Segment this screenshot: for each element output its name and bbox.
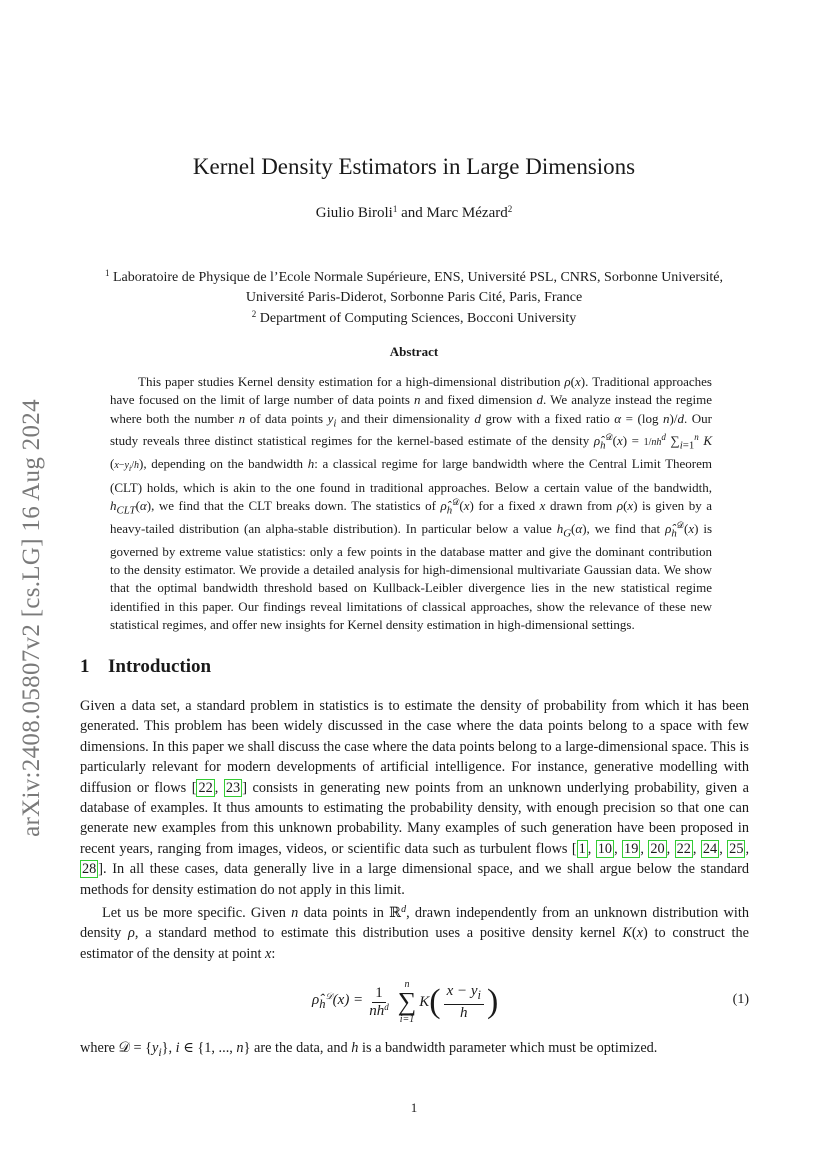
citation-link[interactable]: 28	[82, 861, 97, 878]
citation-link[interactable]: 10	[597, 840, 613, 857]
affiliation-mark: 1	[104, 268, 110, 278]
author-list	[0, 205, 828, 222]
affiliation-text: Department of Computing Sciences, Bocconi University	[259, 311, 577, 326]
equation-number: (1)	[732, 992, 749, 1007]
section-title: Introduction	[108, 656, 212, 677]
affiliation-mark: 2	[251, 309, 257, 319]
affiliation-1	[70, 268, 758, 308]
author-name: Marc Mézard	[426, 205, 508, 221]
paper-title: Kernel Density Estimators in Large Dimensions	[192, 154, 636, 179]
equation-body: $\rhô_h^𝒟(x)$ = $\frac{1}{nh^d}$ n ∑ i=1 K ( $\frac{x - y_i}{h}$ )	[312, 979, 499, 1025]
citation-link[interactable]: 24	[702, 840, 718, 857]
citation-link[interactable]: 22	[198, 779, 213, 796]
author-name: Giulio Biroli	[315, 205, 393, 221]
page-number: 1	[410, 1100, 418, 1115]
affiliation-text: Laboratoire de Physique de l’Ecole Normale Supérieure, ENS, Université PSL, CNRS, Sorbonne Université,	[112, 270, 724, 285]
affiliation-2	[70, 309, 758, 329]
affiliation-mark: 1	[392, 204, 398, 214]
citation-link[interactable]: 20	[650, 840, 665, 857]
citation-link[interactable]: 19	[624, 840, 639, 857]
definition-line: where 𝒟 = $\{y_i\}$, i ∈ {1, ..., n} are the data, and h is a bandwidth parameter which must be optimized.	[80, 1040, 658, 1059]
affiliation-mark: 2	[507, 204, 513, 214]
author-joiner: and	[397, 205, 427, 221]
intro-paragraph-2: Let us be more specific. Given n data points in ℝ$^d$, drawn independently from an unknown distribution with density ρ, a standard method to estimate this distribution uses a positive density kernel K(x) to construct the estimator of the density at point x:	[80, 904, 749, 962]
arxiv-sidebar-stamp	[12, 358, 52, 878]
abstract-text: This paper studies Kernel density estimation for a high-dimensional distribution ρ(x). Traditional approaches have focused on the limit of large number of data points n and fixed dimension d. We analyze instead the regime where both the number n of data points $y_i$ and their dimensionality d grow with a fixed ratio α = (log n)/d. Our study reveals three distinct statistical regimes for the kernel-based estimate of the density $\rhô_h^𝒟(x) = 1/nh^d$ $\sum_{i=1}^n$ K $(x-y_i/h)$, depending on the bandwidth h: a classical regime for large bandwidth where the Central Limit Theorem (CLT) holds, which is akin to the one found in traditional approaches. Below a certain value of the bandwidth, $h_{CLT}(\alpha)$, we find that the CLT breaks down. The statistics of $\rhô_h^𝒟(x)$ for a fixed x drawn from ρ(x) is given by a heavy-tailed distribution (an alpha-stable distribution). In particular below a value $h_G(\alpha)$, we find that $\rhô_h^𝒟(x)$ is governed by extreme value statistics: only a few points in the database matter and give the dominant contribution to the density estimator. We provide a detailed analysis for high-dimensional multivariate Gaussian data. We show that the optimal bandwidth threshold based on Kullback-Leibler divergence lies in the new statistical regime identified in this paper. Our findings reveal limitations of classical approaches, show the relevance of these new statistical regimes, and offer new insights for Kernel density estimation in high-dimensional settings.	[110, 374, 713, 632]
citation-link[interactable]: 23	[225, 779, 241, 796]
section-number: 1	[80, 656, 90, 677]
abstract-heading: Abstract	[389, 344, 439, 359]
citation-link[interactable]: 22	[676, 840, 691, 857]
affiliation-text: Université Paris-Diderot, Sorbonne Paris Cité, Paris, France	[245, 290, 583, 305]
citation-link[interactable]: 1	[578, 840, 586, 857]
equation-1	[0, 978, 828, 1026]
citation-link[interactable]: 25	[729, 840, 744, 857]
arxiv-identifier: arXiv:2408.05807v2 [cs.LG] 16 Aug 2024	[18, 399, 45, 837]
intro-paragraph-1: Given a data set, a standard problem in statistics is to estimate the density of probability from which it has been generated. This problem has been widely discussed in the case where the data points belong to a space with few dimensions. In this paper we shall discuss the case where the data points belong to a large-dimensional space. This is particularly relevant for modern developments of artificial intelligence. For instance, generative modelling with diffusion or flows [ 22 , 23 ] consists in generating new points from an unknown underlying probability, given a database of examples. It thus amounts to estimating the probability density, with enough precision so that one can generate new examples from this unknown probability. Many examples of such generation have been proposed in recent years, ranging from images, videos, or scientific data such as turbulent flows [ 1 , 10 , 19 , 20 , 22 , 24 , 25 , 28 ]. In all these cases, data generally live in a large dimensional space, and we shall argue below the standard methods for density estimation do not apply in this limit.	[80, 698, 750, 898]
section-heading	[80, 656, 211, 678]
